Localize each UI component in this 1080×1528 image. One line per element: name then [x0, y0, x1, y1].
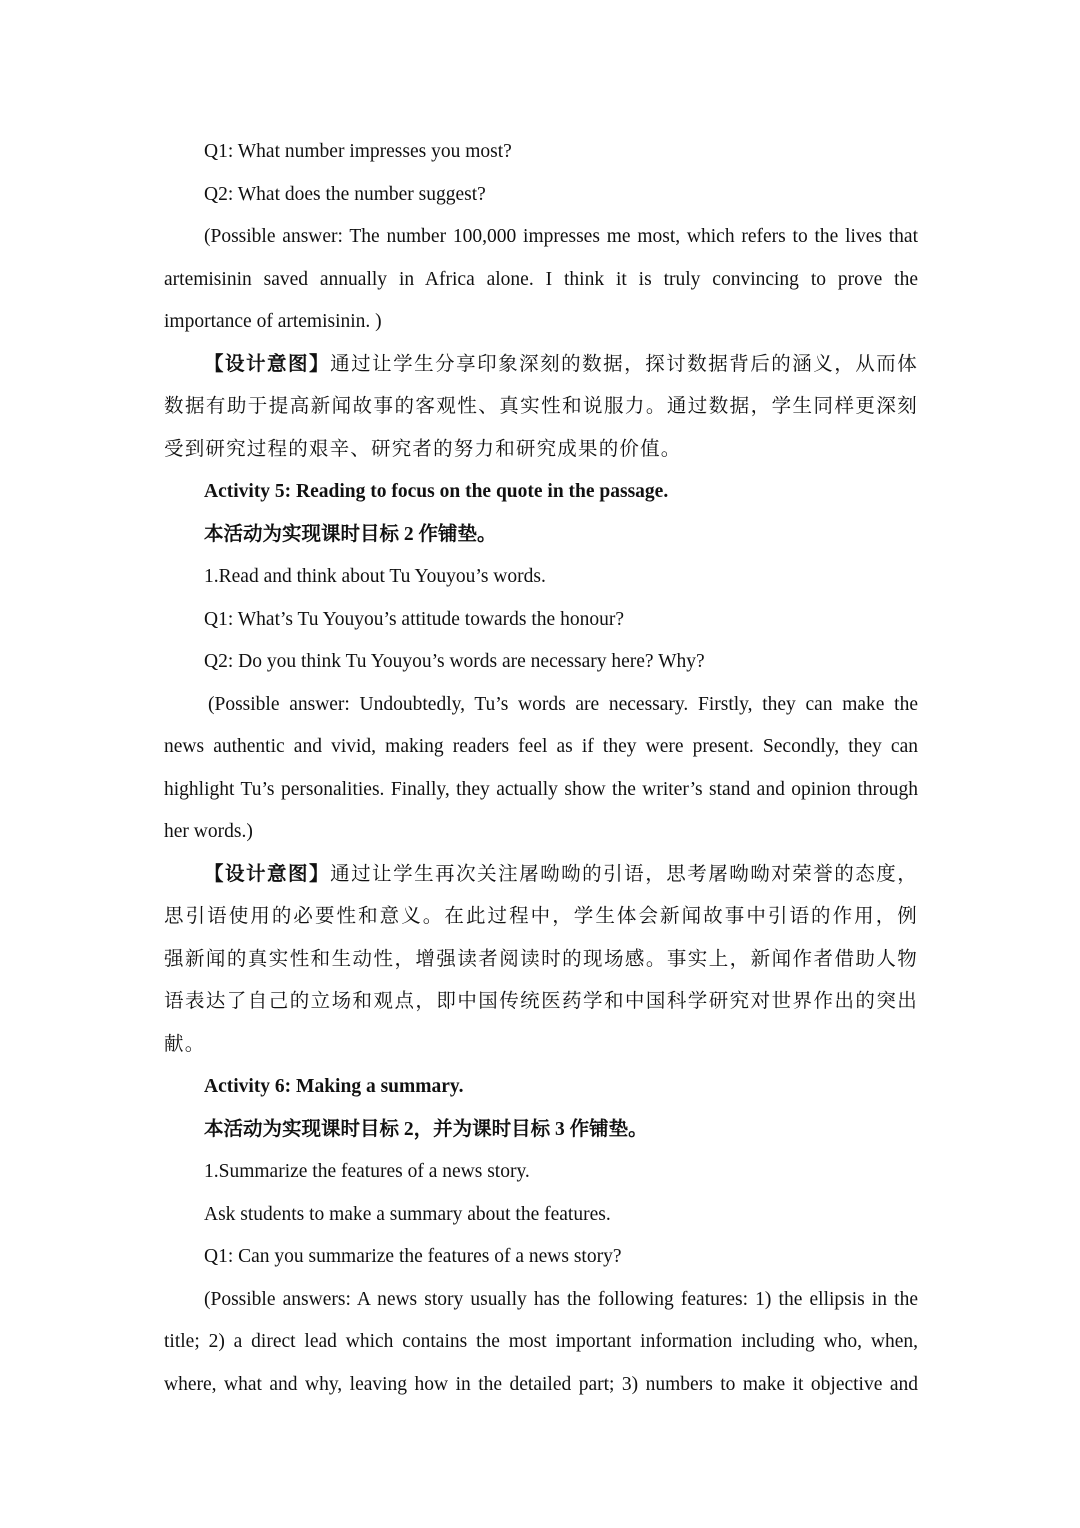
- design-intent-line: 思引语使用的必要性和意义。在此过程中，学生体会新闻故事中引语的作用，例: [164, 906, 918, 927]
- design-intent-label: 【设计意图】: [204, 863, 331, 885]
- question-line: Q1: Can you summarize the features of a news story?: [204, 1246, 622, 1267]
- design-intent-line: 受到研究过程的艰辛、研究者的努力和研究成果的价值。: [164, 438, 682, 460]
- answer-line: artemisinin saved annually in Africa alone. I think it is truly convincing to prove the: [164, 268, 918, 290]
- design-intent-label: 【设计意图】: [204, 353, 331, 375]
- activity-heading: Activity 6: Making a summary.: [204, 1076, 464, 1097]
- answer-line: where, what and why, leaving how in the detailed part; 3) numbers to make it objective and: [164, 1373, 918, 1395]
- design-intent-text: 通过让学生再次关注屠呦呦的引语，思考屠呦呦对荣誉的态度，: [330, 863, 918, 885]
- question-line: Q1: What’s Tu Youyou’s attitude towards the honour?: [204, 608, 624, 630]
- document-page: [164, 131, 918, 1406]
- answer-line: (Possible answers: A news story usually has the following features: 1) the ellipsis in the: [204, 1288, 918, 1310]
- activity-goal: 本活动为实现课时目标 2 作铺垫。: [204, 523, 497, 545]
- design-intent-line: 强新闻的真实性和生动性，增强读者阅读时的现场感。事实上，新闻作者借助人物: [164, 948, 918, 970]
- answer-line: importance of artemisinin. ): [164, 311, 382, 332]
- design-intent-line: 语表达了自己的立场和观点，即中国传统医药学和中国科学研究对世界作出的突出: [164, 991, 918, 1012]
- design-intent-line: 数据有助于提高新闻故事的客观性、真实性和说服力。通过数据，学生同样更深刻: [164, 396, 918, 417]
- answer-line: (Possible answer: Undoubtedly, Tu’s words are necessary. Firstly, they can make the: [208, 693, 918, 715]
- activity-heading: Activity 5: Reading to focus on the quote in the passage.: [204, 481, 669, 502]
- activity-goal: 本活动为实现课时目标 2，并为课时目标 3 作铺垫。: [204, 1118, 648, 1140]
- answer-line: (Possible answer: The number 100,000 impresses me most, which refers to the lives that: [204, 226, 918, 247]
- answer-line: title; 2) a direct lead which contains the most important information including who, when,: [164, 1331, 918, 1352]
- answer-line: news authentic and vivid, making readers feel as if they were present. Secondly, they can: [164, 736, 918, 757]
- design-intent-line: [164, 344, 918, 387]
- design-intent-text: 通过让学生分享印象深刻的数据，探讨数据背后的涵义，从而体: [330, 353, 918, 375]
- design-intent-line: [164, 854, 918, 897]
- task-line: 1.Summarize the features of a news story.: [204, 1161, 530, 1182]
- question-line: Q2: What does the number suggest?: [204, 183, 486, 205]
- task-line: Ask students to make a summary about the features.: [204, 1203, 611, 1225]
- question-line: Q1: What number impresses you most?: [204, 141, 512, 162]
- answer-line: her words.): [164, 821, 253, 842]
- question-line: Q2: Do you think Tu Youyou’s words are necessary here? Why?: [204, 651, 705, 672]
- task-line: 1.Read and think about Tu Youyou’s words.: [204, 566, 546, 587]
- design-intent-line: 献。: [164, 1033, 206, 1055]
- answer-line: highlight Tu’s personalities. Finally, they actually show the writer’s stand and opinion through: [164, 778, 918, 800]
